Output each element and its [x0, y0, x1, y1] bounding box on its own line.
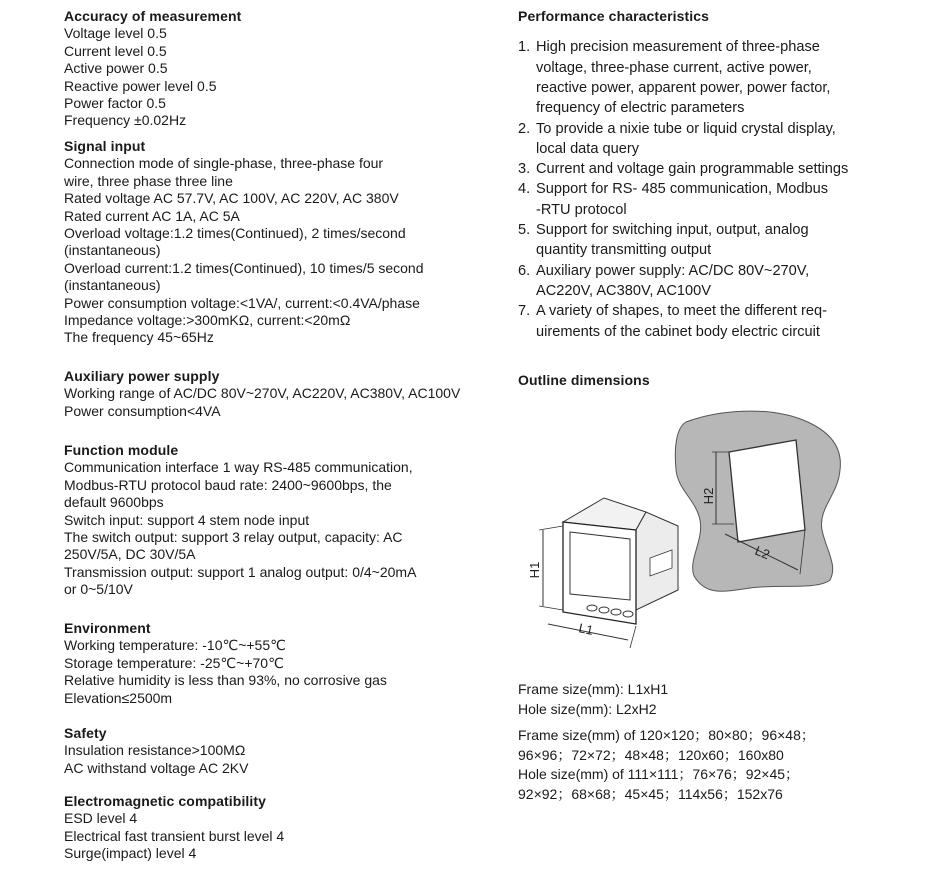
emc-line: ESD level 4 — [64, 810, 138, 827]
signal-line: The frequency 45~65Hz — [64, 329, 214, 346]
signal-line: (instantaneous) — [64, 277, 161, 294]
performance-item-number: 6. — [518, 262, 531, 279]
performance-item — [518, 261, 918, 302]
accuracy-line: Current level 0.5 — [64, 42, 167, 59]
signal-section — [64, 138, 494, 347]
safety-title: Safety — [64, 725, 107, 741]
safety-line: Insulation resistance>100MΩ — [64, 742, 246, 759]
aux-power-title: Auxiliary power supply — [64, 368, 220, 384]
signal-line: Rated current AC 1A, AC 5A — [64, 207, 240, 224]
signal-line: Connection mode of single-phase, three-phase four — [64, 155, 384, 172]
performance-item — [518, 159, 918, 179]
signal-title: Signal input — [64, 138, 146, 154]
h1-ext-top — [539, 526, 563, 530]
performance-item — [518, 37, 918, 118]
performance-list — [518, 37, 918, 341]
outline-dimensions-diagram — [518, 400, 858, 670]
performance-item-line: AC220V, AC380V, AC100V — [536, 282, 711, 299]
environment-line: Working temperature: -10℃~+55℃ — [64, 637, 286, 654]
function-line: Communication interface 1 way RS-485 communication, — [64, 459, 413, 476]
aux-power-line: Working range of AC/DC 80V~270V, AC220V, AC380V, AC100V — [64, 385, 461, 402]
performance-item-line: local data query — [536, 140, 640, 157]
performance-item-line: quantity transmitting output — [536, 242, 712, 259]
function-title: Function module — [64, 442, 179, 458]
function-line: 250V/5A, DC 30V/5A — [64, 546, 196, 563]
meter-button-icon — [599, 607, 609, 613]
function-section — [64, 442, 494, 599]
performance-item-line: Current and voltage gain programmable settings — [536, 161, 849, 178]
function-line: or 0~5/10V — [64, 581, 133, 598]
frame-size-definition: Frame size(mm): L1xH1 — [518, 681, 669, 697]
environment-line: Elevation≤2500m — [64, 689, 173, 706]
performance-item-number: 2. — [518, 120, 531, 137]
function-line: default 9600bps — [64, 494, 164, 511]
l1-label: L1 — [577, 620, 595, 638]
meter-button-icon — [587, 605, 597, 611]
l2-label: L2 — [752, 542, 772, 563]
performance-item-line: A variety of shapes, to meet the different req- — [536, 303, 827, 320]
environment-section — [64, 620, 494, 707]
accuracy-line: Voltage level 0.5 — [64, 25, 167, 42]
meter-button-icon — [623, 611, 633, 617]
size-lists — [518, 726, 918, 804]
emc-section — [64, 793, 494, 863]
performance-item-line: reactive power, apparent power, power factor, — [536, 80, 831, 96]
function-line: Switch input: support 4 stem node input — [64, 511, 310, 528]
performance-item-number: 4. — [518, 181, 531, 198]
safety-line: AC withstand voltage AC 2KV — [64, 759, 249, 776]
hole-size-definition: Hole size(mm): L2xH2 — [518, 700, 657, 717]
accuracy-section — [64, 8, 494, 130]
meter-button-icon — [611, 609, 621, 615]
environment-line: Storage temperature: -25℃~+70℃ — [64, 654, 284, 671]
signal-line: Overload current:1.2 times(Continued), 10 times/5 second — [64, 259, 424, 276]
outline-title: Outline dimensions — [518, 372, 650, 388]
performance-section — [518, 8, 918, 342]
function-line: Transmission output: support 1 analog output: 0/4~20mA — [64, 563, 417, 580]
accuracy-line: Frequency ±0.02Hz — [64, 112, 187, 129]
signal-line: Impedance voltage:>300mKΩ, current:<20mΩ — [64, 312, 351, 329]
performance-item-number: 7. — [518, 303, 531, 320]
outline-section — [518, 372, 918, 389]
panel-hole — [729, 440, 805, 542]
performance-item-line: voltage, three-phase current, active power, — [536, 59, 812, 76]
aux-power-line: Power consumption<4VA — [64, 402, 221, 419]
h1-label: H1 — [527, 561, 542, 579]
frame-size-list-line: Frame size(mm) of 120×120；80×80；96×48； — [518, 727, 815, 743]
performance-item-line: Support for RS- 485 communication, Modbus — [536, 181, 829, 198]
h2-label: H2 — [701, 487, 716, 505]
safety-section — [64, 725, 494, 777]
signal-line: Rated voltage AC 57.7V, AC 100V, AC 220V, AC 380V — [64, 190, 399, 207]
performance-item-line: uirements of the cabinet body electric circuit — [536, 323, 820, 340]
aux-power-section — [64, 368, 494, 420]
signal-line: Power consumption voltage:<1VA/, current:<0.4VA/phase — [64, 294, 420, 311]
signal-line: wire, three phase three line — [64, 172, 233, 189]
h1-ext-bottom — [539, 606, 563, 610]
emc-line: Surge(impact) level 4 — [64, 845, 197, 862]
signal-line: Overload voltage:1.2 times(Continued), 2 times/second — [64, 225, 406, 242]
performance-item — [518, 301, 918, 342]
performance-item-number: 5. — [518, 222, 531, 239]
emc-title: Electromagnetic compatibility — [64, 793, 267, 809]
performance-item-number: 1. — [518, 39, 531, 56]
environment-line: Relative humidity is less than 93%, no corrosive gas — [64, 672, 387, 689]
performance-item-line: frequency of electric parameters — [536, 100, 745, 117]
l1-ext-right — [630, 626, 636, 648]
environment-title: Environment — [64, 620, 151, 636]
performance-item-number: 3. — [518, 161, 531, 178]
meter-display-window — [570, 532, 630, 600]
frame-size-list-line: 96×96；72×72；48×48；120x60；160x80 — [518, 746, 784, 763]
accuracy-line: Active power 0.5 — [64, 60, 168, 77]
emc-line: Electrical fast transient burst level 4 — [64, 827, 285, 844]
performance-item-line: High precision measurement of three-phase — [536, 39, 820, 56]
hole-size-list-line: 92×92；68×68；45×45；114x56；152x76 — [518, 785, 783, 802]
performance-item — [518, 220, 918, 261]
performance-item-line: To provide a nixie tube or liquid crystal display, — [536, 120, 836, 137]
accuracy-line: Power factor 0.5 — [64, 95, 166, 112]
performance-item-line: Auxiliary power supply: AC/DC 80V~270V, — [536, 262, 810, 279]
performance-item-line: -RTU protocol — [536, 201, 627, 218]
accuracy-line: Reactive power level 0.5 — [64, 77, 217, 94]
performance-title: Performance characteristics — [518, 8, 710, 24]
performance-item — [518, 119, 918, 160]
performance-item-line: Support for switching input, output, analog — [536, 222, 809, 239]
function-line: The switch output: support 3 relay output, capacity: AC — [64, 529, 403, 546]
signal-line: (instantaneous) — [64, 242, 161, 259]
performance-item — [518, 179, 918, 220]
size-definitions — [518, 680, 918, 719]
accuracy-title: Accuracy of measurement — [64, 8, 242, 24]
hole-size-list-line: Hole size(mm) of 111×111；76×76；92×45； — [518, 766, 800, 782]
function-line: Modbus-RTU protocol baud rate: 2400~9600bps, the — [64, 476, 392, 493]
